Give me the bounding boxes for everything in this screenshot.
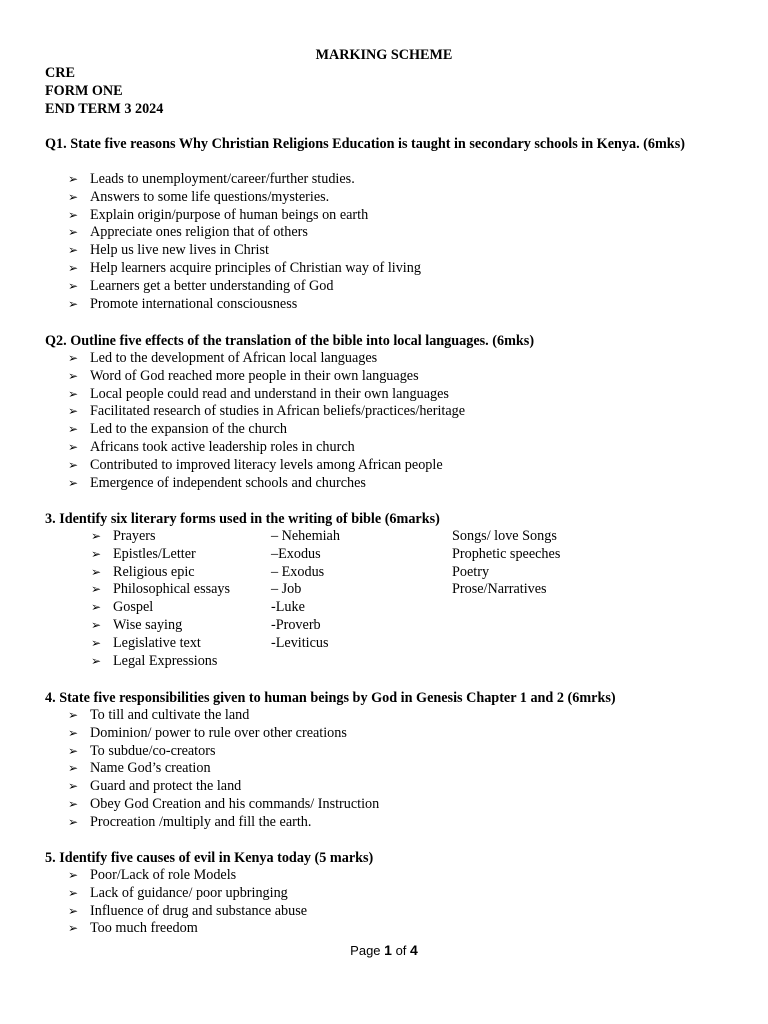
answer-item [68,242,421,260]
answer-item [68,457,465,475]
literary-form: Legislative text [113,634,201,651]
arrow-bullet-icon: ➢ [91,617,102,632]
answer-item [68,796,379,814]
answer-text: Word of God reached more people in their own languages [90,367,419,384]
answer-item [68,885,307,903]
literary-form: Wise saying [113,616,183,633]
answer-text: Dominion/ power to rule over other creations [90,724,347,741]
arrow-bullet-icon: ➢ [68,779,79,794]
form-line: FORM ONE [45,83,123,99]
answer-item [68,350,465,368]
answer-text: Procreation /multiply and fill the earth. [90,813,312,830]
question-4-heading: 4. State five responsibilities given to human beings by God in Genesis Chapter 1 and 2 (6mrks) [45,690,616,706]
answer-text: Africans took active leadership roles in church [90,438,355,455]
answer-item [68,778,379,796]
question-2-answers [68,350,465,492]
answer-text: Contributed to improved literacy levels among African people [90,456,443,473]
page-label: Page [350,943,385,958]
arrow-bullet-icon: ➢ [68,796,79,811]
page-of-label: of [391,943,411,958]
arrow-bullet-icon: ➢ [68,386,79,401]
additional-form: Prose/Narratives [452,581,547,598]
answer-item [68,386,465,404]
biblical-example: – Nehemiah [271,528,340,544]
answer-item [68,867,307,885]
literary-form: Philosophical essays [113,581,231,598]
subject-line: CRE [45,65,75,81]
additional-form: Prophetic speeches [452,545,561,562]
answer-item [68,403,465,421]
answer-item [68,475,465,493]
arrow-bullet-icon: ➢ [68,761,79,776]
total-pages-number: 4 [410,942,418,958]
biblical-example: – Exodus [271,563,325,580]
answer-text: Obey God Creation and his commands/ Instruction [90,795,380,812]
arrow-bullet-icon: ➢ [68,903,79,918]
arrow-bullet-icon: ➢ [68,404,79,419]
document-title: MARKING SCHEME [315,47,453,63]
answer-text: To subdue/co-creators [90,742,216,759]
literary-form: Legal Expressions [113,652,218,669]
arrow-bullet-icon: ➢ [68,172,79,186]
literary-form: Prayers [113,528,156,544]
answer-item [68,760,379,778]
answer-text: Led to the expansion of the church [90,421,287,438]
arrow-bullet-icon: ➢ [68,814,79,829]
answer-text: Too much freedom [90,920,198,937]
literary-form: Epistles/Letter [113,545,196,562]
answer-text: Lack of guidance/ poor upbringing [90,884,288,901]
arrow-bullet-icon: ➢ [68,921,79,936]
answer-item [68,278,421,296]
arrow-bullet-icon: ➢ [91,529,102,543]
answer-text: Leads to unemployment/career/further studies. [90,171,355,187]
answer-item [68,171,421,189]
biblical-example: – Job [271,581,302,598]
question-2-heading: Q2. Outline five effects of the translation of the bible into local languages. (6mks) [45,333,535,349]
answer-item [68,707,379,725]
arrow-bullet-icon: ➢ [68,885,79,900]
arrow-bullet-icon: ➢ [91,653,102,668]
arrow-bullet-icon: ➢ [68,743,79,758]
page-footer [0,942,768,958]
answer-text: Answers to some life questions/mysteries. [90,188,330,205]
answer-item [68,743,379,761]
question-3-heading: 3. Identify six literary forms used in the writing of bible (6marks) [45,511,440,527]
arrow-bullet-icon: ➢ [91,582,102,597]
biblical-example: –Exodus [271,545,321,562]
arrow-bullet-icon: ➢ [68,725,79,740]
question-5-answers [68,867,307,938]
answer-item [68,421,465,439]
literary-form: Religious epic [113,563,195,580]
answer-text: To till and cultivate the land [90,707,250,723]
answer-item [68,439,465,457]
biblical-example: -Luke [271,599,305,616]
answer-text: Led to the development of African local languages [90,350,378,366]
answer-text: Explain origin/purpose of human beings on earth [90,206,369,223]
arrow-bullet-icon: ➢ [68,296,79,311]
arrow-bullet-icon: ➢ [68,457,79,472]
arrow-bullet-icon: ➢ [68,278,79,293]
arrow-bullet-icon: ➢ [68,351,79,365]
question-5-heading: 5. Identify five causes of evil in Kenya today (5 marks) [45,850,374,866]
arrow-bullet-icon: ➢ [68,708,79,722]
question-1-answers [68,171,421,313]
answer-item [68,814,379,832]
answer-text: Learners get a better understanding of God [90,277,334,294]
arrow-bullet-icon: ➢ [68,260,79,275]
answer-text: Promote international consciousness [90,295,298,312]
answer-item [68,296,421,314]
answer-text: Help us live new lives in Christ [90,242,269,259]
arrow-bullet-icon: ➢ [68,439,79,454]
additional-form: Poetry [452,563,490,580]
arrow-bullet-icon: ➢ [68,868,79,882]
term-line: END TERM 3 2024 [45,101,164,117]
biblical-example: -Proverb [271,616,321,633]
answer-item [68,189,421,207]
arrow-bullet-icon: ➢ [68,243,79,258]
arrow-bullet-icon: ➢ [91,635,102,650]
answer-text: Poor/Lack of role Models [90,867,237,883]
answer-item [68,920,307,938]
question-1-heading: Q1. State five reasons Why Christian Religions Education is taught in secondary schools in Kenya. (6mks) [45,136,685,152]
arrow-bullet-icon: ➢ [68,225,79,240]
question-4-answers [68,707,379,832]
answer-item [68,224,421,242]
biblical-example: -Leviticus [271,634,329,651]
arrow-bullet-icon: ➢ [91,600,102,615]
answer-text: Appreciate ones religion that of others [90,224,308,241]
answer-text: Influence of drug and substance abuse [90,902,308,919]
answer-item [68,207,421,225]
answer-text: Help learners acquire principles of Christian way of living [90,259,421,276]
answer-item [68,368,465,386]
additional-form: Songs/ love Songs [452,528,557,544]
answer-text: Local people could read and understand in their own languages [90,385,449,402]
answer-text: Name God’s creation [90,760,211,777]
arrow-bullet-icon: ➢ [68,422,79,437]
answer-text: Emergence of independent schools and churches [90,474,366,491]
answer-text: Guard and protect the land [90,778,242,795]
answer-item [68,903,307,921]
answer-item [68,260,421,278]
arrow-bullet-icon: ➢ [91,564,102,579]
arrow-bullet-icon: ➢ [68,475,79,490]
arrow-bullet-icon: ➢ [68,189,79,204]
literary-form: Gospel [113,599,154,616]
current-page-number: 1 [384,942,392,958]
arrow-bullet-icon: ➢ [68,368,79,383]
answer-item [68,725,379,743]
answer-text: Facilitated research of studies in African beliefs/practices/heritage [90,403,466,420]
arrow-bullet-icon: ➢ [68,207,79,222]
arrow-bullet-icon: ➢ [91,546,102,561]
